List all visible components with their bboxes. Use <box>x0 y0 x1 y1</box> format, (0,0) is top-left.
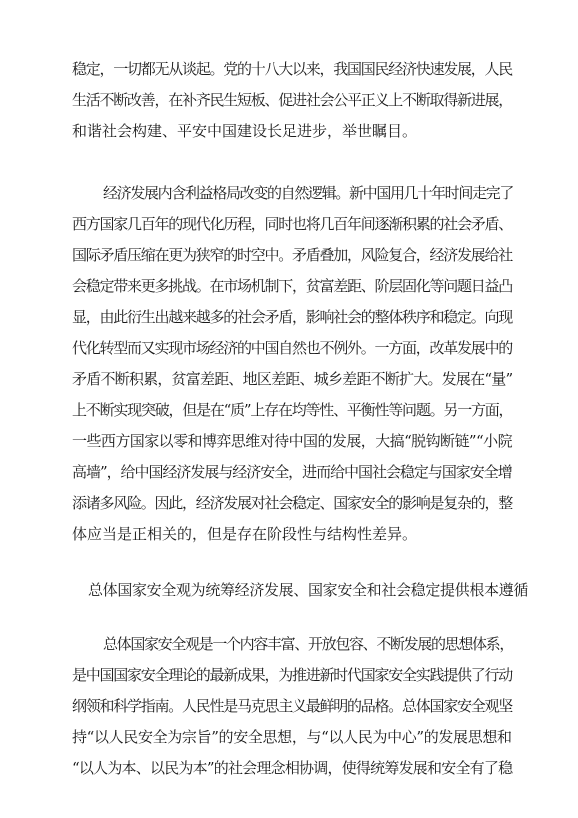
paragraph-2-line-5: 显，由此衍生出越来越多的社会矛盾，影响社会的整体秩序和稳定。向现 <box>72 308 513 326</box>
paragraph-3-line-5: “以人为本、以民为本”的社会理念相协调，使得统筹发展和安全有了稳 <box>72 759 513 777</box>
paragraph-3-line-2: 是中国国家安全理论的最新成果，为推进新时代国家安全实践提供了行动 <box>72 666 513 684</box>
paragraph-2-line-9: 一些西方国家以零和博弈思维对待中国的发展，大搞“脱钩断链”“小院 <box>72 432 513 450</box>
paragraph-2-line-1: 经济发展内含利益格局改变的自然逻辑。新中国用几十年时间走完了 <box>103 184 514 202</box>
paragraph-2-line-12: 体应当是正相关的，但是存在阶段性与结构性差异。 <box>72 525 418 543</box>
paragraph-2-line-3: 国际矛盾压缩在更为狭窄的时空中。矛盾叠加，风险复合，经济发展给社 <box>72 246 513 264</box>
paragraph-1-line-3: 和谐社会构建、平安中国建设长足进步，举世瞩目。 <box>72 122 418 140</box>
paragraph-3-line-4: 持“以人民安全为宗旨”的安全思想，与“以人民为中心”的发展思想和 <box>72 728 512 746</box>
paragraph-3-line-1: 总体国家安全观是一个内容丰富、开放包容、不断发展的思想体系， <box>103 635 514 653</box>
paragraph-1-line-2: 生活不断改善，在补齐民生短板、促进社会公平正义上不断取得新进展， <box>72 91 513 109</box>
paragraph-2-line-2: 西方国家几百年的现代化历程，同时也将几百年间逐渐积累的社会矛盾、 <box>72 215 513 233</box>
paragraph-2-line-7: 矛盾不断积累，贫富差距、地区差距、城乡差距不断扩大。发展在“量” <box>72 370 513 388</box>
section-heading: 总体国家安全观为统筹经济发展、国家安全和社会稳定提供根本遵循 <box>88 581 529 599</box>
paragraph-2-line-10: 高墙”，给中国经济发展与经济安全，进而给中国社会稳定与国家安全增 <box>72 463 512 481</box>
paragraph-1-line-1: 稳定，一切都无从谈起。党的十八大以来，我国国民经济快速发展，人民 <box>72 60 513 78</box>
paragraph-3-line-3: 纲领和科学指南。人民性是马克思主义最鲜明的品格。总体国家安全观坚 <box>72 697 513 715</box>
paragraph-2-line-4: 会稳定带来更多挑战。在市场机制下，贫富差距、阶层固化等问题日益凸 <box>72 277 513 295</box>
paragraph-2-line-11: 添诸多风险。因此，经济发展对社会稳定、国家安全的影响是复杂的，整 <box>72 494 513 512</box>
paragraph-2-line-8: 上不断实现突破，但是在“质”上存在均等性、平衡性等问题。另一方面， <box>72 401 513 419</box>
paragraph-2-line-6: 代化转型而又实现市场经济的中国自然也不例外。一方面，改革发展中的 <box>72 339 513 357</box>
